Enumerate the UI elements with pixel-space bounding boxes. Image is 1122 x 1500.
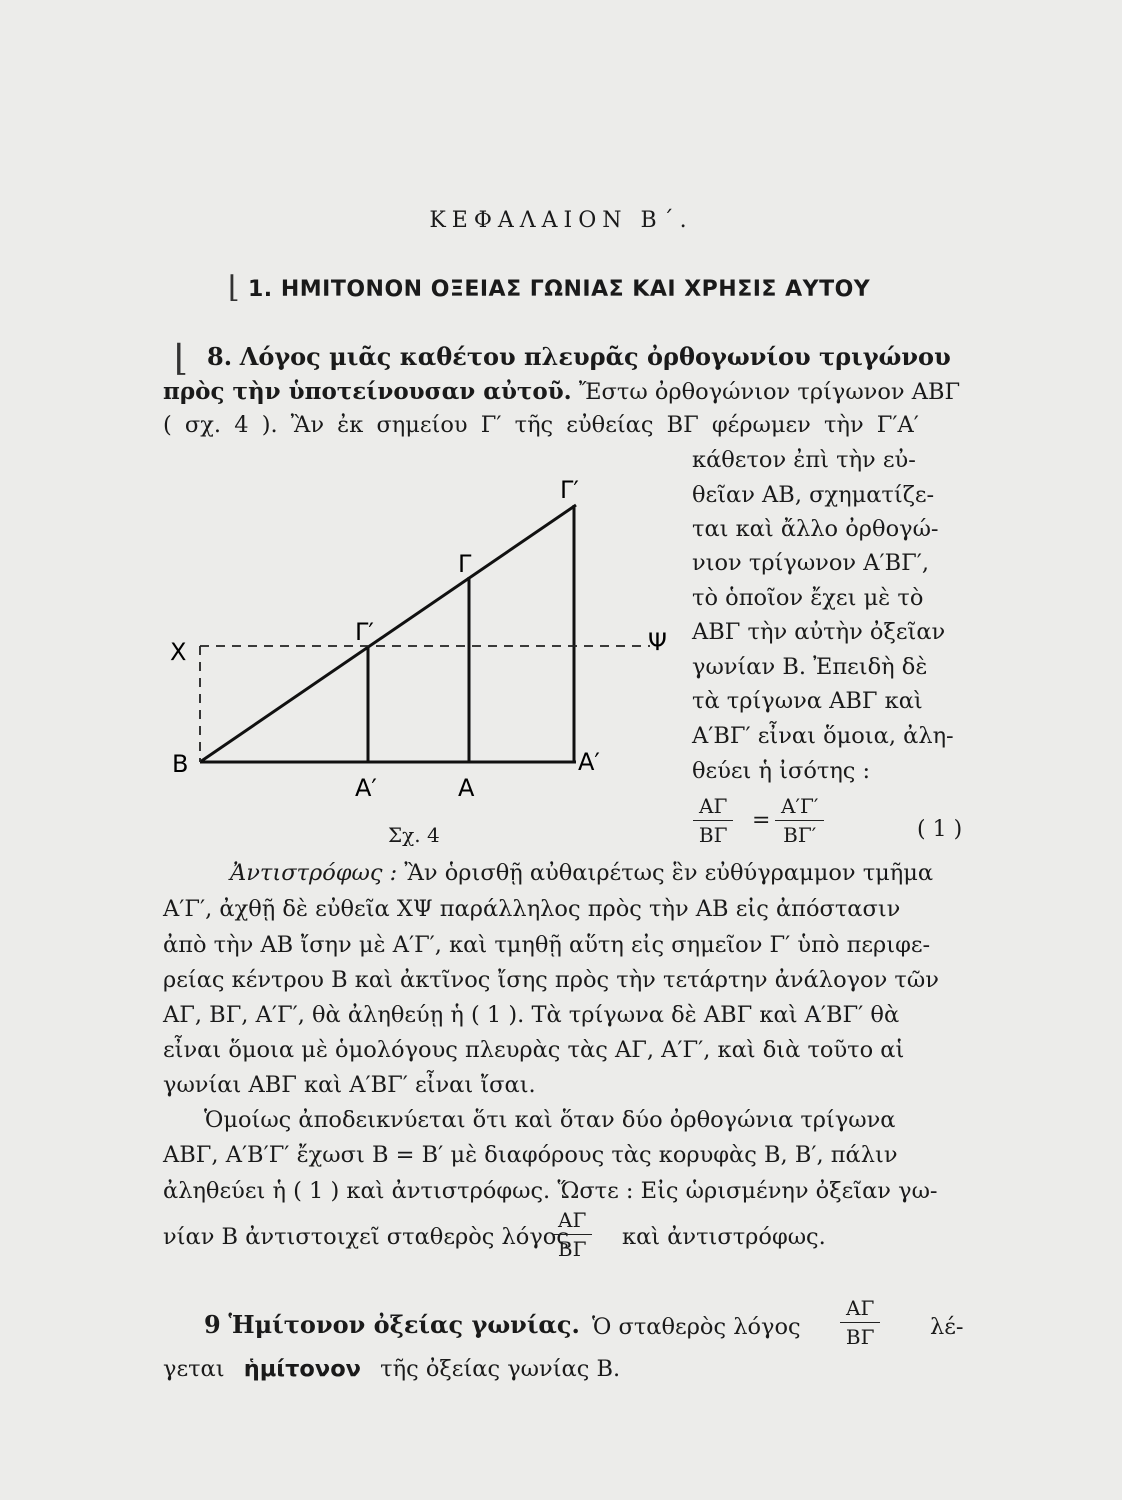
side-line-9: Α′ΒΓ′ εἶναι ὅμοια, ἀλη- <box>692 723 954 749</box>
para9-line1 <box>204 1310 580 1339</box>
eq-label: ( 1 ) <box>917 817 963 842</box>
para9-heading: Ἡμίτονον ὀξείας γωνίας. <box>228 1310 580 1339</box>
side-line-5: τὸ ὁποῖον ἔχει μὲ τὸ <box>692 585 924 611</box>
para9-frac-num: ΑΓ <box>840 1296 880 1323</box>
similar-frac-den: ΒΓ <box>557 1237 587 1261</box>
margin-pencil-mark: ⌊ <box>228 270 240 305</box>
para8-heading-l1: Λόγος μιᾶς καθέτου πλευρᾶς ὀρθογωνίου τριγώνου <box>239 342 951 371</box>
converse-line4: ρείας κέντρου Β καὶ ἀκτῖνος ἴσης πρὸς τὴν τετάρτην ἀνάλογον τῶν <box>163 967 939 993</box>
para8-number: 8. <box>207 342 233 371</box>
side-line-6: ΑΒΓ τὴν αὐτὴν ὀξεῖαν <box>692 619 946 645</box>
para9-line2 <box>163 1358 620 1381</box>
hypotenuse-line <box>200 505 576 762</box>
para9-frac-den: ΒΓ <box>845 1325 875 1349</box>
para8-l2-rest: Ἔστω ὀρθογώνιον τρίγωνον ΑΒΓ <box>578 379 961 405</box>
similar-fraction <box>552 1208 592 1261</box>
label-g1: Γ′ <box>355 618 374 646</box>
converse-label: Ἀντιστρόφως : <box>230 860 398 886</box>
label-psi: Ψ <box>648 628 667 656</box>
eq-right-fraction <box>775 794 824 847</box>
eq-left-den: ΒΓ <box>698 823 728 847</box>
eq-right-num: Α′Γ′ <box>775 794 824 821</box>
para8-line2 <box>163 380 960 404</box>
label-x: Χ <box>170 638 187 666</box>
side-line-7: γωνίαν Β. Ἐπειδὴ δὲ <box>692 654 928 680</box>
section-number: 1. <box>248 277 273 302</box>
converse-line7: γωνίαι ΑΒΓ καὶ Α′ΒΓ′ εἶναι ἴσαι. <box>163 1072 536 1098</box>
para9-l2-post: τῆς ὀξείας γωνίας Β. <box>380 1356 621 1382</box>
margin-pencil-mark-8: ⌊ <box>174 338 189 379</box>
para9-number: 9 <box>204 1310 221 1339</box>
similar-line1: Ὁμοίως ἀποδεικνύεται ὅτι καὶ ὅταν δύο ὀρθογώνια τρίγωνα <box>204 1107 896 1133</box>
converse-l1-rest: Ἂν ὁρισθῇ αὐθαιρέτως ἓν εὐθύγραμμον τμῆμα <box>404 860 934 886</box>
section-title-text: ΗΜΙΤΟΝΟΝ ΟΞΕΙΑΣ ΓΩΝΙΑΣ ΚΑΙ ΧΡΗΣΙΣ ΑΥΤΟΥ <box>280 277 871 302</box>
section-title <box>248 277 870 302</box>
eq-left-num: ΑΓ <box>693 794 733 821</box>
para9-l2-pre: γεται <box>163 1356 225 1382</box>
label-a: Α <box>458 774 475 802</box>
eq-left-fraction <box>693 794 733 847</box>
eq-right-den: ΒΓ′ <box>783 823 817 847</box>
label-g: Γ <box>458 550 472 578</box>
para9-text-pre: Ὁ σταθερὸς λόγος <box>592 1314 801 1340</box>
figure-caption: Σχ. 4 <box>388 823 440 847</box>
side-line-8: τὰ τρίγωνα ΑΒΓ καὶ <box>692 688 923 714</box>
similar-last-post: καὶ ἀντιστρόφως. <box>622 1224 826 1250</box>
para9-text-post: λέ- <box>930 1314 964 1340</box>
side-line-4: νιον τρίγωνον Α′ΒΓ′, <box>692 550 929 576</box>
converse-line1 <box>230 862 933 885</box>
label-b: Β <box>172 750 189 778</box>
label-a2: Α′ <box>578 748 600 776</box>
similar-line2: ΑΒΓ, Α′Β′Γ′ ἔχωσι Β = Β′ μὲ διαφόρους τὰς κορυφὰς Β, Β′, πάλιν <box>163 1142 898 1168</box>
figure-4 <box>160 460 680 810</box>
similar-last-pre: νίαν Β ἀντιστοιχεῖ σταθερὸς λόγος <box>163 1224 569 1250</box>
para8-heading-line1 <box>207 342 951 371</box>
side-line-2: θεῖαν ΑΒ, σχηματίζε- <box>692 482 935 508</box>
side-line-1: κάθετον ἐπὶ τὴν εὐ- <box>692 447 916 473</box>
label-g2: Γ′ <box>560 476 579 504</box>
chapter-heading: ΚΕΦΑΛΑΙΟΝ Β΄. <box>429 208 693 233</box>
para9-fraction <box>840 1296 880 1349</box>
similar-frac-num: ΑΓ <box>552 1208 592 1235</box>
para8-line3: ( σχ. 4 ). Ἂν ἐκ σημείου Γ′ τῆς εὐθείας ΒΓ φέρωμεν τὴν Γ′Α′ <box>163 412 919 438</box>
side-line-10: θεύει ἡ ἰσότης : <box>692 758 871 784</box>
converse-line6: εἶναι ὅμοια μὲ ὁμολόγους πλευρὰς τὰς ΑΓ, Α′Γ′, καὶ διὰ τοῦτο αἱ <box>163 1037 905 1063</box>
converse-line3: ἀπὸ τὴν ΑΒ ἴσην μὲ Α′Γ′, καὶ τμηθῇ αὕτη εἰς σημεῖον Γ′ ὑπὸ περιφε- <box>163 932 931 958</box>
eq-equals: = <box>752 808 771 833</box>
label-a1: Α′ <box>355 774 377 802</box>
similar-line3: ἀληθεύει ἡ ( 1 ) καὶ ἀντιστρόφως. Ὥστε : Εἰς ὡρισμένην ὀξεῖαν γω- <box>163 1178 938 1204</box>
para8-heading-l2: πρὸς τὴν ὑποτείνουσαν αὐτοῦ. <box>163 378 572 405</box>
para9-l2-bold: ἡμίτονον <box>243 1356 362 1382</box>
side-line-3: ται καὶ ἄλλο ὀρθογώ- <box>692 516 939 542</box>
converse-line5: ΑΓ, ΒΓ, Α′Γ′, θὰ ἀληθεύῃ ἡ ( 1 ). Τὰ τρίγωνα δὲ ΑΒΓ καὶ Α′ΒΓ′ θὰ <box>163 1002 900 1028</box>
converse-line2: Α′Γ′, ἀχθῇ δὲ εὐθεῖα ΧΨ παράλληλος πρὸς τὴν ΑΒ εἰς ἀπόστασιν <box>163 896 901 922</box>
